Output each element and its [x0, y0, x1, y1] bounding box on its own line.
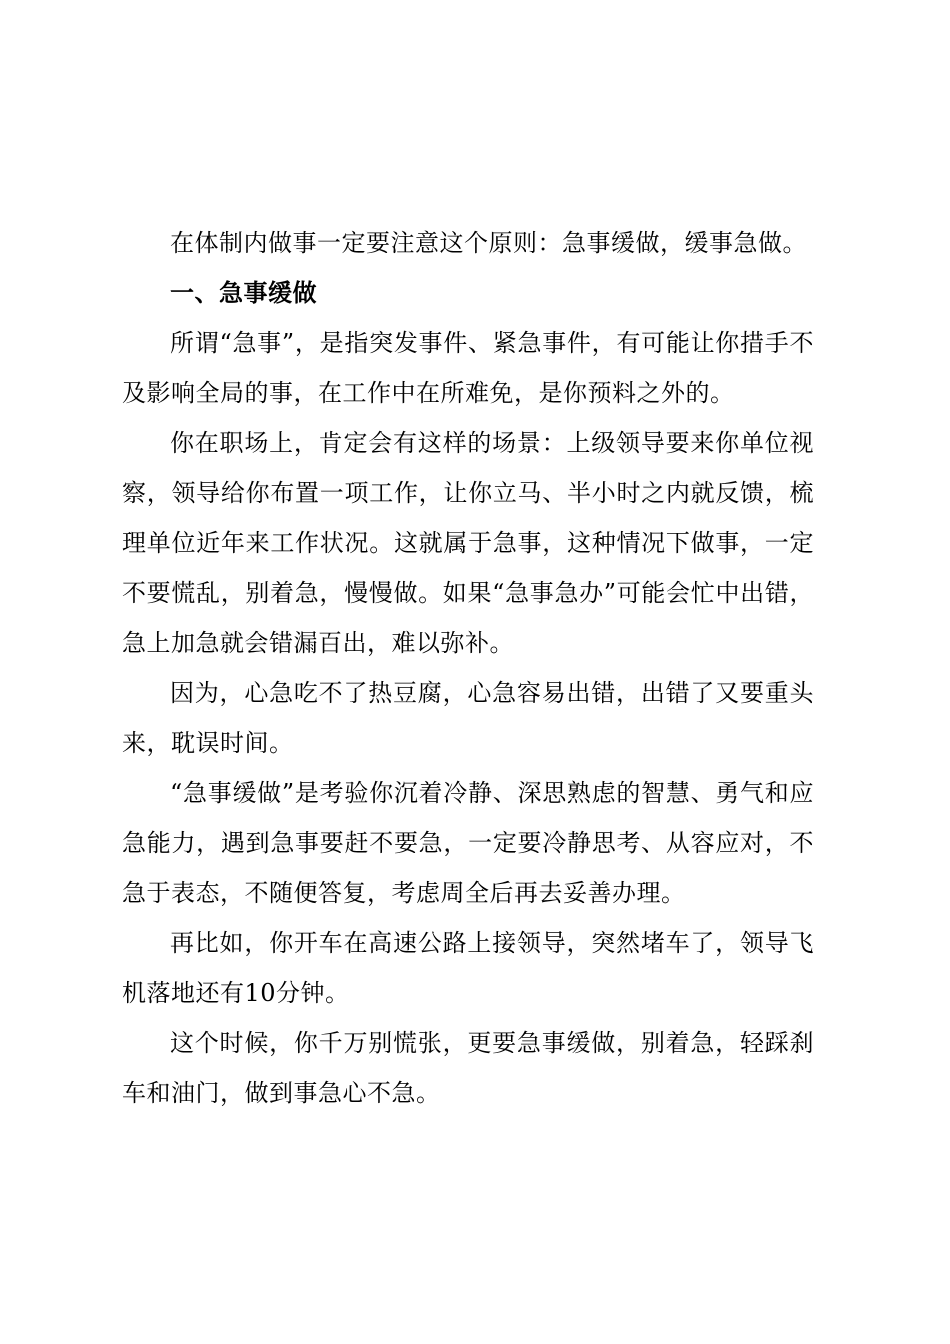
document-body [122, 218, 814, 1118]
paragraph-workplace-scenario: 你在职场上，肯定会有这样的场景：上级领导要来你单位视察，领导给你布置一项工作，让你立马、半小时之内就反馈，梳理单位近年来工作状况。这就属于急事，这种情况下做事，一定不要慌乱，别着急，慢慢做。如果“急事急办”可能会忙中出错，急上加急就会错漏百出，难以弥补。 [122, 429, 814, 657]
section-heading: 一、急事缓做 [170, 279, 317, 307]
paragraph-conclusion: 这个时候，你千万别慌张，更要急事缓做，别着急，轻踩刹车和油门，做到事急心不急。 [122, 1029, 814, 1107]
paragraph-driving-example: 再比如，你开车在高速公路上接领导，突然堵车了，领导飞机落地还有10分钟。 [122, 929, 814, 1007]
paragraph-definition: 所谓“急事”，是指突发事件、紧急事件，有可能让你措手不及影响全局的事，在工作中在所难免，是你预料之外的。 [122, 329, 814, 407]
intro-paragraph: 在体制内做事一定要注意这个原则：急事缓做，缓事急做。 [170, 229, 807, 257]
paragraph-test-of-composure: “急事缓做”是考验你沉着冷静、深思熟虑的智慧、勇气和应急能力，遇到急事要赶不要急，一定要冷静思考、从容应对，不急于表态，不随便答复，考虑周全后再去妥善办理。 [122, 779, 814, 907]
paragraph-reason: 因为，心急吃不了热豆腐，心急容易出错，出错了又要重头来，耽误时间。 [122, 679, 814, 757]
